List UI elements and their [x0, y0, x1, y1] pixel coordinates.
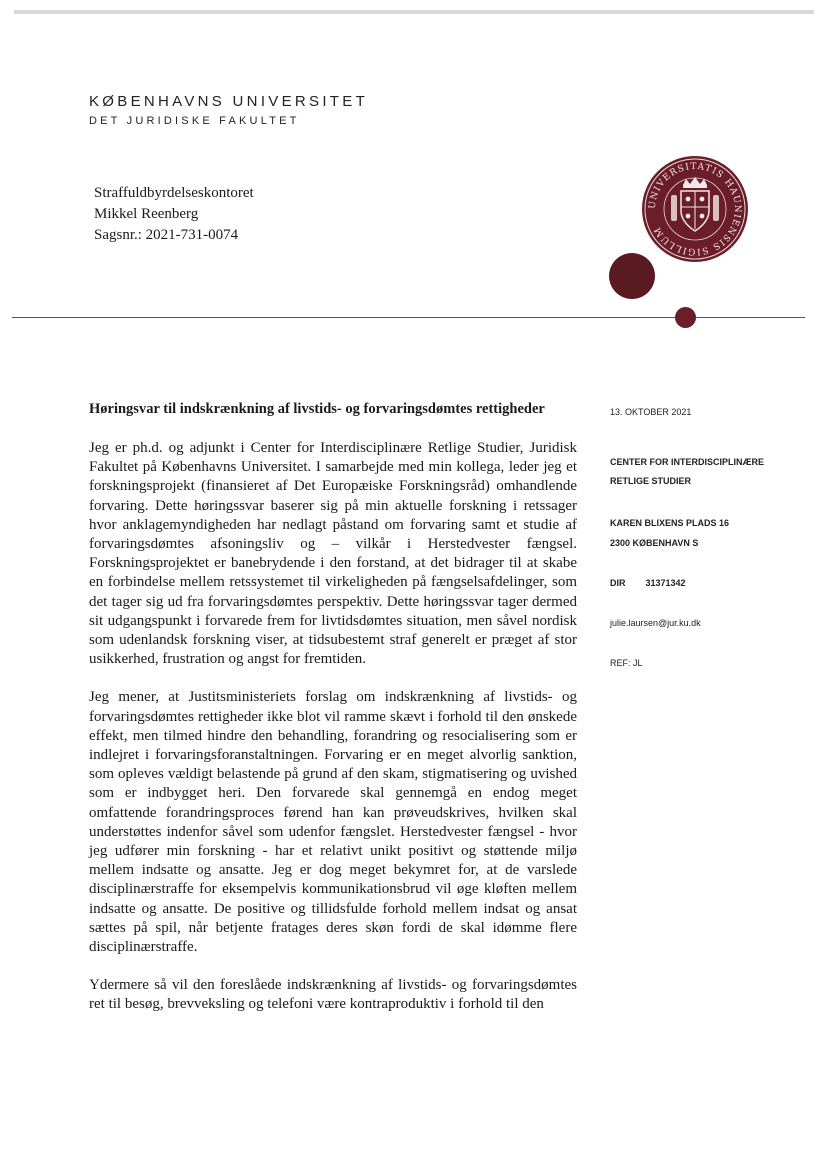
center-name-line2: RETLIGE STUDIER — [610, 476, 692, 486]
faculty-name: DET JURIDISKE FAKULTET — [89, 115, 300, 127]
addressee-block — [94, 183, 254, 246]
reference: REF: JL — [610, 658, 643, 668]
dir-label: DIR — [610, 578, 626, 588]
scan-top-edge — [14, 10, 814, 14]
address-street: KAREN BLIXENS PLADS 16 — [610, 518, 730, 528]
university-seal-icon — [641, 155, 749, 263]
center-name-line1: CENTER FOR INTERDISCIPLINÆRE — [610, 457, 765, 467]
letter-date: 13. OKTOBER 2021 — [610, 407, 692, 417]
paragraph: Jeg er ph.d. og adjunkt i Center for Interdisciplinære Retlige Studier, Juridisk Fakultet på Københavns Universitet. I samarbejde med min kollega, leder jeg et forskningsprojekt (finansieret af Det Europæiske Forskningsråd) omhandlende forvaring. Dette høringssvar baserer sig på min aktuelle forskning i retssager hvor anklagemyndigheden har nedlagt påstand om forvaring samt et studie af forvaringsdømtes afsoningsliv og – vilkår i Herstedvester fængsel. Forskningsprojektet er banebrydende i den forstand, at det bidrager til at skabe en forbindelse mellem retssystemet til virkeligheden på fængselsafdelinger, som det tager sig ud fra forvaringsdømtes perspektiv. Dette høringssvar tager dermed sit udgangspunkt i forvarede frem for livtidsdømtes situation, men såvel nordisk som udenlandsk forskning viser, at tidsubestemt straf generelt er præget af stor usikkerhed, frustration og angst for fremtiden. — [89, 440, 577, 668]
addressee-office: Straffuldbyrdelseskontoret — [94, 185, 254, 201]
divider-dot — [675, 307, 696, 328]
letter-body — [89, 439, 577, 1034]
seal-text: UNIVERSITATIS HAUNIENSIS SIGILLUM — [647, 161, 743, 257]
decorative-dot — [609, 253, 655, 299]
paragraph: Ydermere så vil den foreslåede indskrænkning af livstids- og forvaringsdømtes ret til besøg, brevveksling og telefoni være kontraproduktiv i forhold til den — [89, 977, 577, 1013]
university-name: KØBENHAVNS UNIVERSITET — [89, 93, 369, 110]
email-link[interactable]: julie.laursen@jur.ku.dk — [610, 618, 701, 628]
case-number: Sagsnr.: 2021-731-0074 — [94, 227, 239, 243]
addressee-person: Mikkel Reenberg — [94, 206, 199, 222]
dir-number: 31371342 — [645, 578, 686, 588]
letter-heading: Høringsvar til indskrænkning af livstids- og forvaringsdømtes rettigheder — [89, 401, 545, 417]
direct-phone — [610, 578, 686, 588]
paragraph: Jeg mener, at Justitsministeriets forslag om indskrænkning af livstids- og forvaringsdømtes rettigheder ikke blot vil ramme skævt i forhold til den ønskede effekt, men tilmed hindre den behandling, forandring og resocialisering som er indlejret i forvaringsforanstaltningen. Forvaring er en meget alvorlig sanktion, som opleves vældigt belastende på grund af den skam, stigmatisering og uvished som er indbygget heri. Den forvarede skal gennemgå en endog meget omfattende forandringsproces førend han kan prøveudskrives, hvilken skal understøttes indenfor såvel som udenfor fængslet. Herstedvester fængsel - hvor jeg udfører min forskning - har et relativt unikt positivt og støttende miljø mellem indsatte og ansatte. Jeg er dog meget bekymret for, at de varslede disciplinærstraffe for eksempelvis kommunikationsbrud vil øge kløften mellem indsatte og ansatte. De positive og tillidsfulde forhold mellem indsat og ansat sættes på spil, når betjente fratages deres skøn fordi de skal idømme flere disciplinærstraffe. — [89, 689, 577, 956]
address-city: 2300 KØBENHAVN S — [610, 538, 699, 548]
